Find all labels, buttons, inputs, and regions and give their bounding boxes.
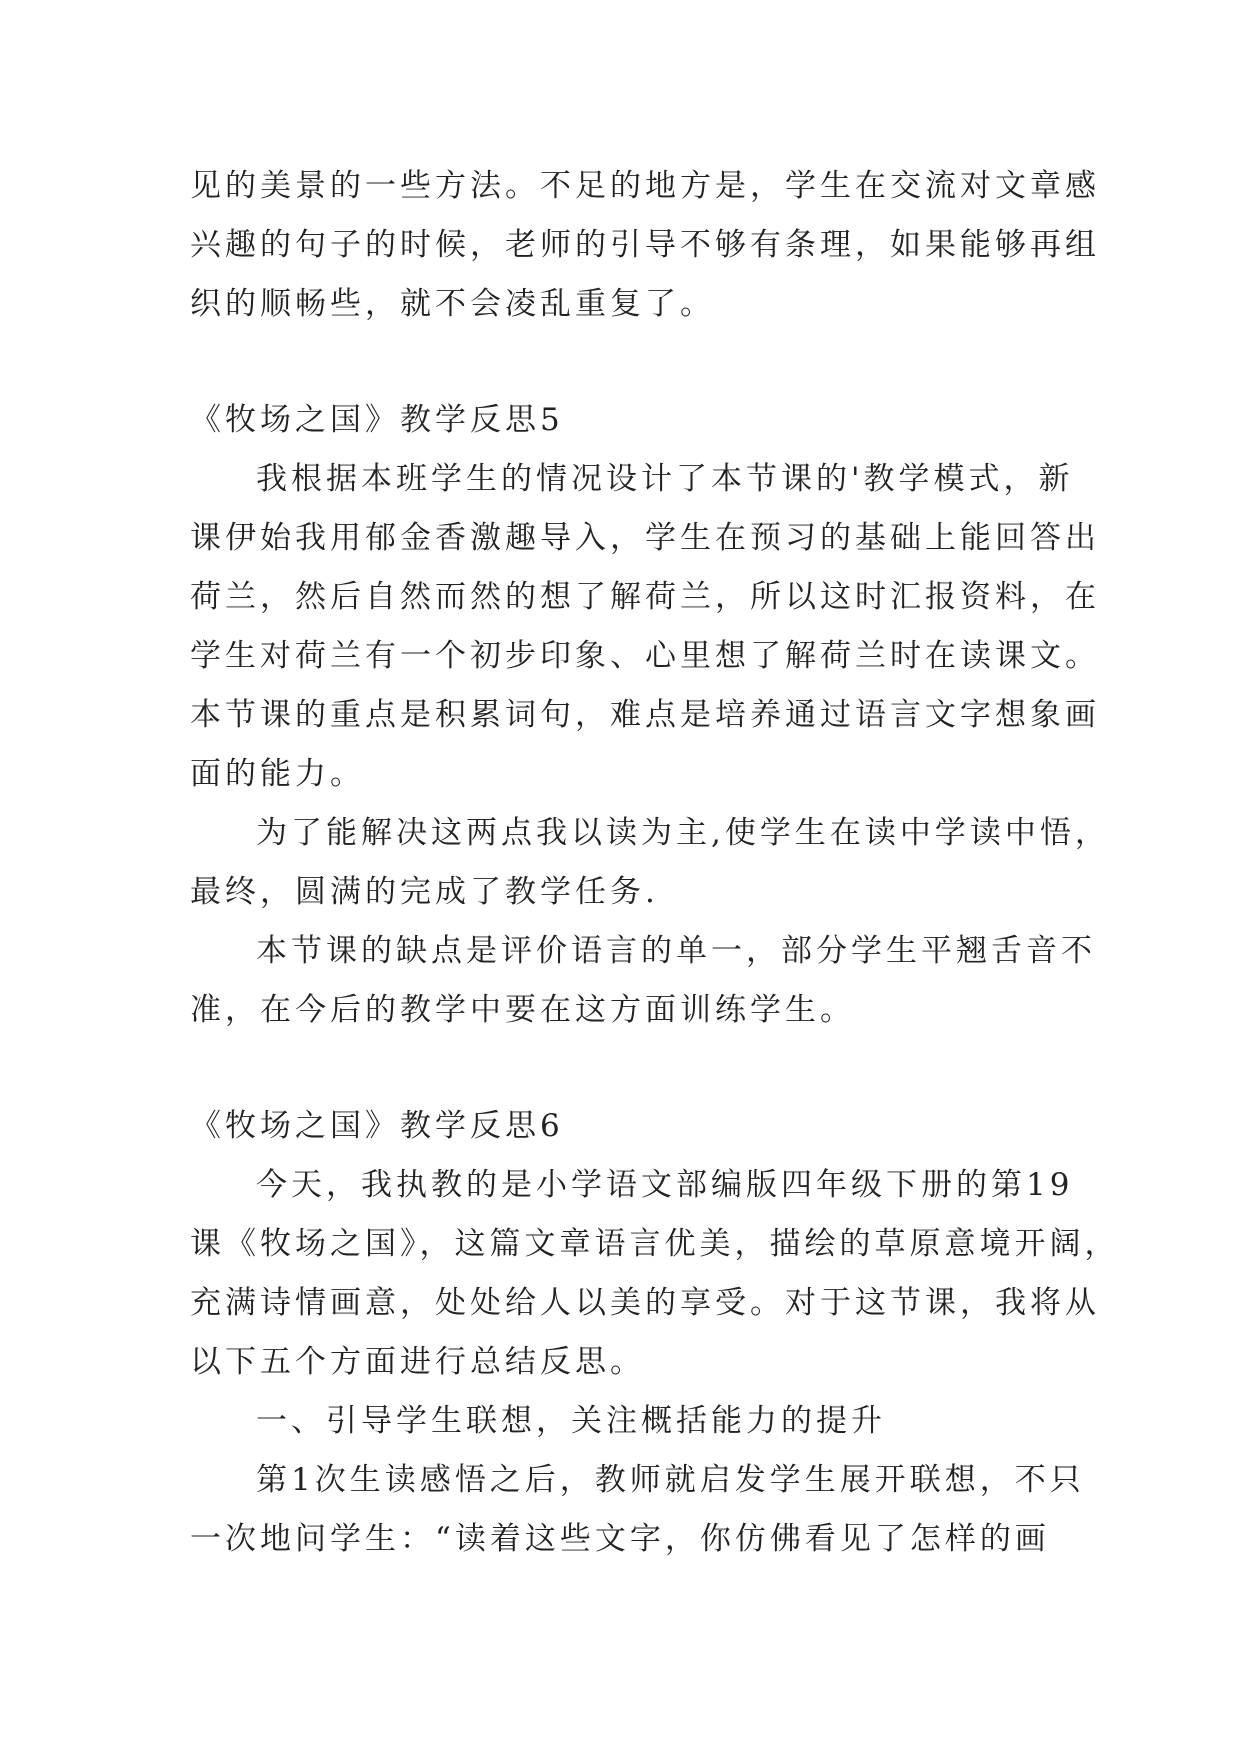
text-line: 准，在今后的教学中要在这方面训练学生。 xyxy=(190,992,855,1028)
text-line: 第1次生读感悟之后，教师就启发学生展开联想，不只 xyxy=(256,1462,1085,1498)
text-line: 最终，圆满的完成了教学任务. xyxy=(190,874,659,910)
text-line: 课伊始我用郁金香激趣导入，学生在预习的基础上能回答出 xyxy=(190,520,1100,556)
text-line: 面的能力。 xyxy=(190,756,365,792)
section-title: 《牧场之国》教学反思6 xyxy=(190,1108,564,1144)
intro-paragraph xyxy=(190,157,1100,334)
text-line: 一次地问学生：“读着这些文字，你仿佛看见了怎样的画 xyxy=(190,1521,1050,1557)
text-line: 课《牧场之国》，这篇文章语言优美，描绘的草原意境开阔， xyxy=(190,1226,1120,1262)
paragraph xyxy=(190,450,1100,804)
subheading: 一、引导学生联想，关注概括能力的提升 xyxy=(256,1403,886,1439)
paragraph xyxy=(190,1156,1120,1392)
paragraph xyxy=(190,804,1110,922)
text-line: 织的顺畅些，就不会凌乱重复了。 xyxy=(190,286,715,322)
paragraph xyxy=(190,1451,1090,1569)
section-spacer xyxy=(190,1040,1090,1097)
text-line: 荷兰，然后自然而然的想了解荷兰，所以这时汇报资料，在 xyxy=(190,579,1100,615)
document-body xyxy=(190,157,1120,1569)
text-line: 以下五个方面进行总结反思。 xyxy=(190,1344,645,1380)
text-line: 本节课的重点是积累词句，难点是培养通过语言文字想象画 xyxy=(190,697,1100,733)
text-line: 为了能解决这两点我以读为主,使学生在读中学读中悟， xyxy=(256,815,1110,851)
text-line: 见的美景的一些方法。不足的地方是，学生在交流对文章感 xyxy=(190,168,1100,204)
text-line: 本节课的缺点是评价语言的单一，部分学生平翘舌音不 xyxy=(256,933,1096,969)
section-spacer xyxy=(190,334,1090,391)
text-line: 充满诗情画意，处处给人以美的享受。对于这节课，我将从 xyxy=(190,1285,1100,1321)
section-6 xyxy=(190,1097,1120,1569)
text-line: 学生对荷兰有一个初步印象、心里想了解荷兰时在读课文。 xyxy=(190,638,1100,674)
text-line: 兴趣的句子的时候，老师的引导不够有条理，如果能够再组 xyxy=(190,227,1100,263)
text-line: 我根据本班学生的情况设计了本节课的'教学模式，新 xyxy=(256,461,1074,497)
section-title: 《牧场之国》教学反思5 xyxy=(190,402,564,438)
text-line: 今天，我执教的是小学语文部编版四年级下册的第19 xyxy=(256,1167,1074,1203)
paragraph xyxy=(190,922,1096,1040)
section-5 xyxy=(190,391,1110,1040)
